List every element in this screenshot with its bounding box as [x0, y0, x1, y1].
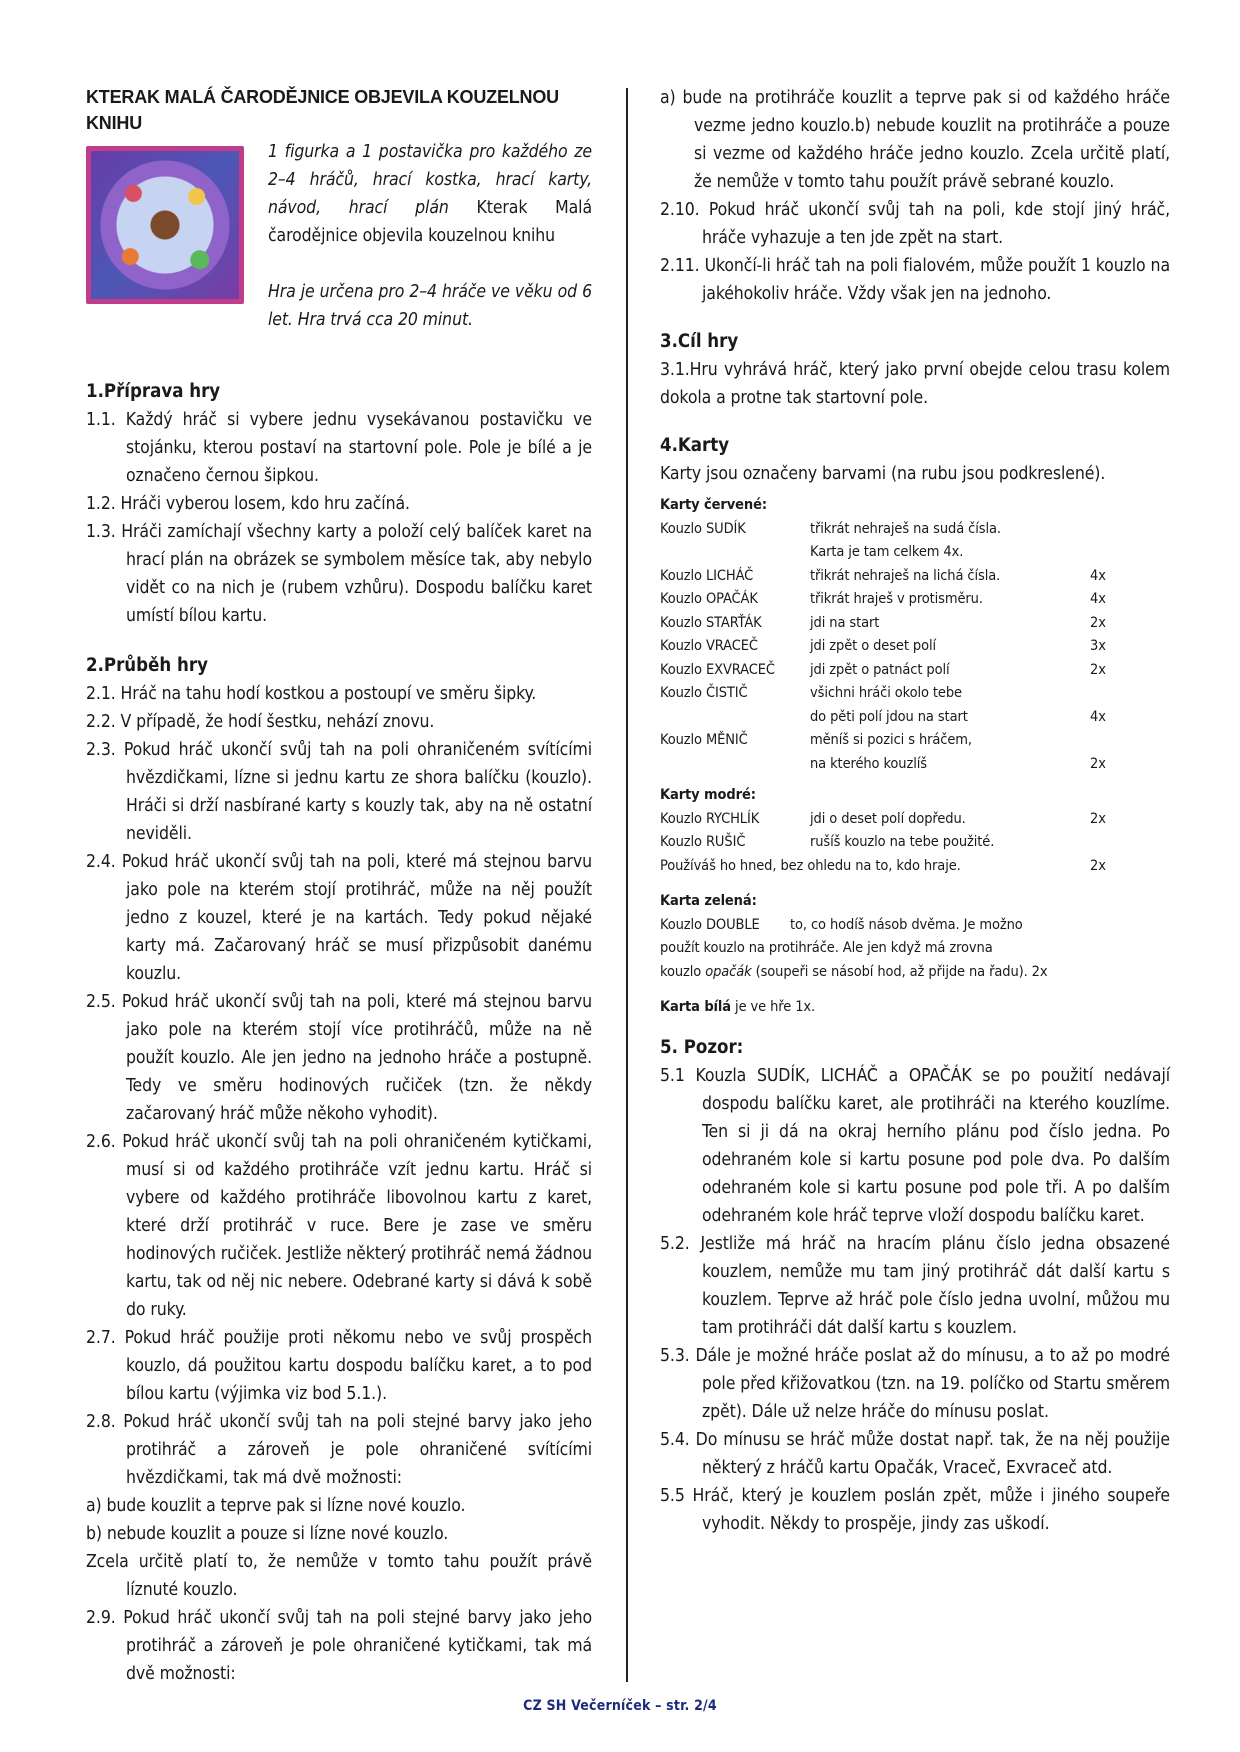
intro-text: [268, 138, 592, 334]
cards-table: [660, 494, 1170, 1020]
red-cards-heading: Karty červené:: [660, 497, 767, 513]
card-row: [660, 565, 1170, 589]
card-count: 4x: [1090, 708, 1106, 725]
intro-block: [86, 138, 592, 370]
rule-item: 2.2. V případě, že hodí šestku, nehází znovu.: [86, 712, 435, 732]
section-goal: [660, 328, 1170, 412]
card-row: [660, 706, 1170, 730]
card-row: [660, 659, 1170, 683]
card-count: 4x: [1090, 591, 1106, 607]
left-column: [86, 84, 592, 1688]
card-name: Kouzlo DOUBLE: [660, 916, 760, 933]
card-count: [1090, 729, 1170, 753]
card-effect: jdi na start: [810, 614, 880, 631]
goal-text: 3.1.Hru vyhrává hráč, který jako první obejde celou trasu kolem dokola a protne tak startovní pole.: [660, 360, 1170, 408]
card-effect: na kterého kouzlíš: [810, 755, 927, 772]
card-row: [660, 612, 1170, 636]
card-row: [660, 588, 1170, 612]
intro-game-name: Kterak Malá čarodějnice objevila kouzelnou knihu: [268, 198, 592, 246]
card-effect: jdi o deset polí dopředu.: [810, 810, 966, 827]
card-row: [660, 729, 1170, 753]
card-count: 2x: [1090, 857, 1106, 874]
card-count: 2x: [1090, 661, 1106, 678]
card-effect: rušíš kouzlo na tebe použité.: [810, 834, 995, 850]
card-count: [1090, 831, 1170, 855]
card-row: [660, 753, 1170, 777]
card-name: [660, 541, 810, 565]
card-name: Kouzlo OPAČÁK: [660, 591, 758, 607]
rule-item: 5.1 Kouzla SUDÍK, LICHÁČ a OPAČÁK se po použití nedávají dospodu balíčku karet, ale protihráči na kterého kouzlíme. Ten si ji dá na okraj herního plánu pod číslo jedna. Po odehraném kole si kartu posune pod pole dva. Po dalším odehraném kole si kartu posune pod pole tři. A po dalším odehraném kole hráč teprve vloží dospodu balíčku karet.: [660, 1065, 1170, 1226]
section-title: 5. Pozor:: [660, 1036, 744, 1058]
section-gameplay: [86, 652, 592, 1688]
card-effect: jdi zpět o patnáct polí: [810, 661, 950, 678]
blue-cards-list: [660, 808, 1170, 855]
board-game-box-image: [86, 146, 244, 304]
card-row: [660, 682, 1170, 706]
right-column: [660, 84, 1170, 1538]
card-name: Kouzlo LICHÁČ: [660, 567, 754, 584]
column-divider: [626, 88, 628, 1682]
blue-cards-heading: Karty modré:: [660, 787, 756, 803]
card-name: Kouzlo ČISTIČ: [660, 685, 748, 701]
rule-item: 5.4. Do mínusu se hráč může dostat např. tak, že na něj použije některý z hráčů kartu Opačák, Vraceč, Exvraceč atd.: [660, 1429, 1171, 1478]
green-card-line: použít kouzlo na protihráče. Ale jen když má zrovna: [660, 940, 993, 956]
intro-age: Hra je určena pro 2–4 hráče ve věku od 6 let. Hra trvá cca 20 minut.: [268, 282, 592, 330]
rule-item: 2.8. Pokud hráč ukončí svůj tah na poli stejné barvy jako jeho protihráč a zároveň je pole ohraničené svítícími hvězdičkami, tak má dvě možnosti:: [86, 1412, 592, 1488]
green-card-heading: Karta zelená:: [660, 893, 757, 909]
rule-option-b: b) nebude kouzlit a pouze si lízne nové kouzlo.: [86, 1524, 449, 1544]
page-footer: CZ SH Večerníček – str. 2/4: [523, 1698, 717, 1714]
card-name: [660, 706, 810, 730]
rule-option-a: a) bude kouzlit a teprve pak si lízne nové kouzlo.: [86, 1496, 466, 1516]
card-effect: třikrát nehraješ na lichá čísla.: [810, 567, 1001, 584]
section-attention: [660, 1034, 1170, 1538]
card-effect: všichni hráči okolo tebe: [810, 685, 962, 701]
rule-item: 2.4. Pokud hráč ukončí svůj tah na poli, které má stejnou barvu jako pole na kterém stojí protihráč, může na něj použít jedno z kouzel, které je na kartách. Tedy pokud nějaké karty má. Začarovaný hráč se musí přizpůsobit danému kouzlu.: [86, 852, 593, 984]
card-effect: třikrát nehraješ na sudá čísla.: [810, 520, 1001, 537]
card-name: [660, 753, 810, 777]
rule-item: 2.6. Pokud hráč ukončí svůj tah na poli ohraničeném kytičkami, musí si od každého protihráče vzít jednu kartu. Hráč si vybere od každého protihráče libovolnou kartu z karet, které drží protihráč v ruce. Bere je zase ve směru hodinových ručiček. Jestliže některý protihráč nemá žádnou kartu, tak od něj nic nebere. Odebrané karty si dává k sobě do ruky.: [86, 1132, 592, 1320]
card-name: Kouzlo MĚNIČ: [660, 732, 748, 748]
rule-item: 5.2. Jestliže má hráč na hracím plánu číslo jedna obsazené kouzlem, nemůže mu tam jiný protihráč dát další kartu s kouzlem. Teprve až hráč pole číslo jedna uvolní, můžou mu tam protihráči dát další kartu s kouzlem.: [660, 1233, 1170, 1338]
card-effect: do pěti polí jdou na start: [810, 708, 968, 725]
card-row: [660, 831, 1170, 855]
card-count: [1090, 518, 1170, 542]
blue-note: Používáš ho hned, bez ohledu na to, kdo hraje.: [660, 857, 961, 874]
section-title: 3.Cíl hry: [660, 331, 739, 352]
rule-item: a) bude na protihráče kouzlit a teprve pak si od každého hráče vezme jedno kouzlo.b) nebude kouzlit na protihráče a pouze si vezme od každého hráče jedno kouzlo. Zcela určitě platí, že nemůže v tomto tahu použít právě sebrané kouzlo.: [660, 88, 1170, 192]
card-count: [1090, 682, 1170, 706]
rule-item: 2.9. Pokud hráč ukončí svůj tah na poli stejné barvy jako jeho protihráč a zároveň je pole ohraničené kytičkami, tak má dvě možnosti:: [86, 1608, 592, 1684]
rule-item: 2.7. Pokud hráč použije proti někomu nebo ve svůj prospěch kouzlo, dá použitou kartu dospodu balíčku karet, a to pod bílou kartu (výjimka viz bod 5.1.).: [86, 1328, 592, 1404]
section-cards: [660, 432, 1170, 1020]
rule-note: Zcela určitě platí to, že nemůže v tomto tahu použít právě líznuté kouzlo.: [86, 1552, 592, 1600]
card-effect: Karta je tam celkem 4x.: [810, 544, 964, 560]
card-row: [660, 541, 1170, 565]
card-name: Kouzlo SUDÍK: [660, 520, 746, 537]
card-row: [660, 635, 1170, 659]
card-name: Kouzlo STARŤÁK: [660, 614, 762, 631]
white-card-line: Karta bílá je ve hře 1x.: [660, 999, 816, 1015]
rule-item: 5.5 Hráč, který je kouzlem poslán zpět, může i jiného soupeře vyhodit. Někdy to prospěje, jindy zas uškodí.: [660, 1485, 1170, 1534]
rule-item: 1.2. Hráči vyberou losem, kdo hru začíná.: [86, 494, 410, 514]
section-title: 1.Příprava hry: [86, 381, 221, 402]
intro-components: 1 figurka a 1 postavička pro každého ze 2–4 hráčů, hrací kostka, hrací karty, návod, hrací plán: [268, 142, 592, 218]
card-effect: třikrát hraješ v protisměru.: [810, 591, 983, 607]
card-count: 4x: [1090, 567, 1106, 584]
green-card-line: Kouzlo DOUBLE to, co hodíš násob dvěma. Je možno: [660, 914, 1170, 938]
rule-item: 2.10. Pokud hráč ukončí svůj tah na poli, kde stojí jiný hráč, hráče vyhazuje a ten jde zpět na start.: [660, 200, 1170, 248]
card-name: Kouzlo RYCHLÍK: [660, 810, 760, 827]
card-row: [660, 808, 1170, 832]
game-title: KTERAK MALÁ ČARODĚJNICE OBJEVILA KOUZELNOU KNIHU: [86, 87, 559, 133]
rule-item: 5.3. Dále je možné hráče poslat až do mínusu, a to až po modré pole před křižovatkou (tzn. na 19. políčko od Startu směrem zpět). Dále už nelze hráče do mínusu poslat.: [660, 1345, 1170, 1422]
card-count: 2x: [1090, 810, 1106, 827]
card-effect: měníš si pozici s hráčem,: [810, 732, 972, 748]
rule-item: 1.3. Hráči zamíchají všechny karty a položí celý balíček karet na hrací plán na obrázek se symbolem měsíce tak, aby nebylo vidět co na nich je (rubem vzhůru). Dospodu balíčku karet umístí bílou kartu.: [86, 522, 592, 626]
card-count: 3x: [1090, 638, 1106, 654]
card-row: [660, 518, 1170, 542]
card-count: 2x: [1090, 755, 1106, 772]
card-name: Kouzlo VRACEČ: [660, 638, 758, 654]
rule-item: 2.3. Pokud hráč ukončí svůj tah na poli ohraničeném svítícími hvězdičkami, lízne si jednu kartu ze shora balíčku (kouzlo). Hráči si drží nasbírané karty s kouzly tak, aby na ně ostatní neviděli.: [86, 740, 592, 844]
rule-item: 2.1. Hráč na tahu hodí kostkou a postoupí ve směru šipky.: [86, 684, 537, 704]
card-count: [1090, 541, 1170, 565]
rule-item: 1.1. Každý hráč si vybere jednu vysekávanou postavičku ve stojánku, kterou postaví na startovní pole. Pole je bílé a je označeno černou šipkou.: [86, 410, 592, 486]
cards-intro: Karty jsou označeny barvami (na rubu jsou podkreslené).: [660, 464, 1106, 484]
card-name: Kouzlo EXVRACEČ: [660, 661, 775, 678]
section-title: 4.Karty: [660, 435, 730, 456]
card-row: [660, 855, 1170, 879]
section-preparation: [86, 378, 592, 630]
card-name: Kouzlo RUŠIČ: [660, 834, 746, 850]
card-effect: jdi zpět o deset polí: [810, 638, 937, 654]
section-title: 2.Průběh hry: [86, 655, 208, 676]
card-count: 2x: [1090, 614, 1106, 631]
rule-item: 2.11. Ukončí-li hráč tah na poli fialovém, může použít 1 kouzlo na jakéhokoliv hráče. Vždy však jen na jednoho.: [660, 256, 1170, 304]
red-cards-list: [660, 518, 1170, 777]
rule-item: 2.5. Pokud hráč ukončí svůj tah na poli, které má stejnou barvu jako pole na kterém stojí více protihráčů, může na ně použít kouzlo. Ale jen jedno na jednoho hráče a postupně. Tedy ve směru hodinových ručiček (tzn. že někdy začarovaný hráč může někoho vyhodit).: [86, 992, 593, 1124]
green-card-line: kouzlo opačák (soupeři se násobí hod, až přijde na řadu). 2x: [660, 963, 1048, 980]
